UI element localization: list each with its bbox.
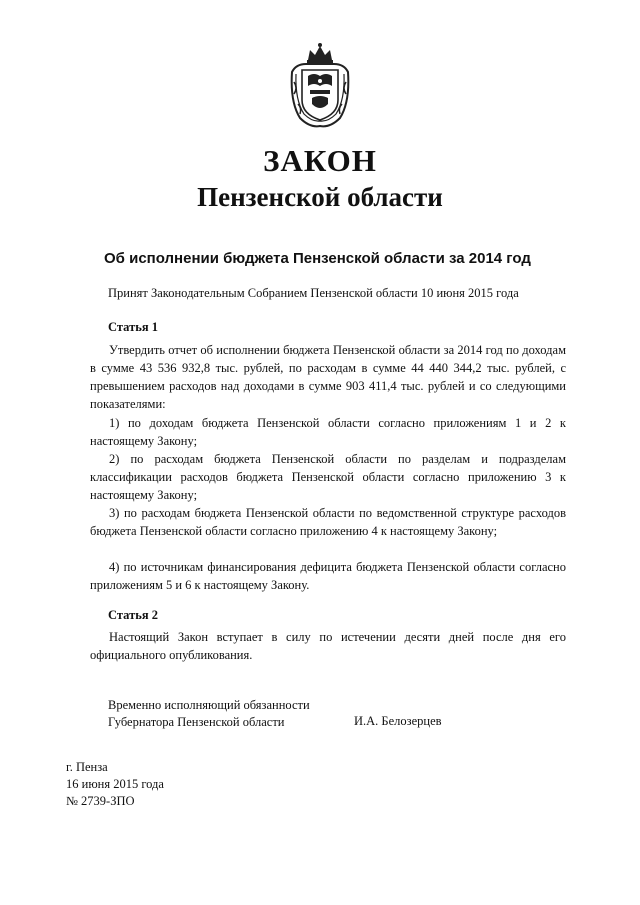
article-2-title: Статья 2 (108, 608, 158, 622)
signing-date: 16 июня 2015 года (66, 777, 164, 791)
penza-region-coat-of-arms-icon (286, 42, 354, 128)
law-number: № 2739-ЗПО (66, 794, 135, 808)
signatory-role (108, 697, 310, 731)
signatory-role-line: Временно исполняющий обязанности (108, 698, 310, 712)
signatory-role-line: Губернатора Пензенской области (108, 715, 285, 729)
document-heading: Об исполнении бюджета Пензенской области за 2014 год (104, 250, 531, 267)
article-2-text: Настоящий Закон вступает в силу по истечении десяти дней после дня его официального опубликования. (90, 630, 566, 662)
signatory-name: И.А. Белозерцев (354, 714, 442, 728)
article-1-title: Статья 1 (108, 320, 158, 334)
law-title: ЗАКОН (263, 143, 377, 178)
article-1-intro: Утвердить отчет об исполнении бюджета Пензенской области за 2014 год по доходам в сумме 43 536 932,8 тыс. рублей, по расходам в сумме 44 440 344,2 тыс. рублей, с превышением расходов над доходами в сумме 903 411,4 тыс. рублей и со следующими показателями: (90, 343, 566, 411)
city: г. Пенза (66, 760, 108, 774)
article-1-item: 3) по расходам бюджета Пензенской области по ведомственной структуре расходов бюджета Пензенской области согласно приложению 4 к настоящему Закону; (90, 506, 566, 538)
law-subtitle: Пензенской области (197, 182, 443, 212)
article-1-item: 4) по источникам финансирования дефицита бюджета Пензенской области согласно приложениям 5 и 6 к настоящему Закону. (90, 560, 566, 592)
article-1-item: 2) по расходам бюджета Пензенской области по разделам и подразделам классификации расходов бюджета Пензенской области согласно приложению 3 к настоящему Закону; (90, 452, 566, 502)
article-1-item: 1) по доходам бюджета Пензенской области согласно приложениям 1 и 2 к настоящему Закону; (90, 416, 566, 448)
place-date-number (66, 759, 164, 810)
adoption-note: Принят Законодательным Собранием Пензенской области 10 июня 2015 года (108, 286, 519, 300)
